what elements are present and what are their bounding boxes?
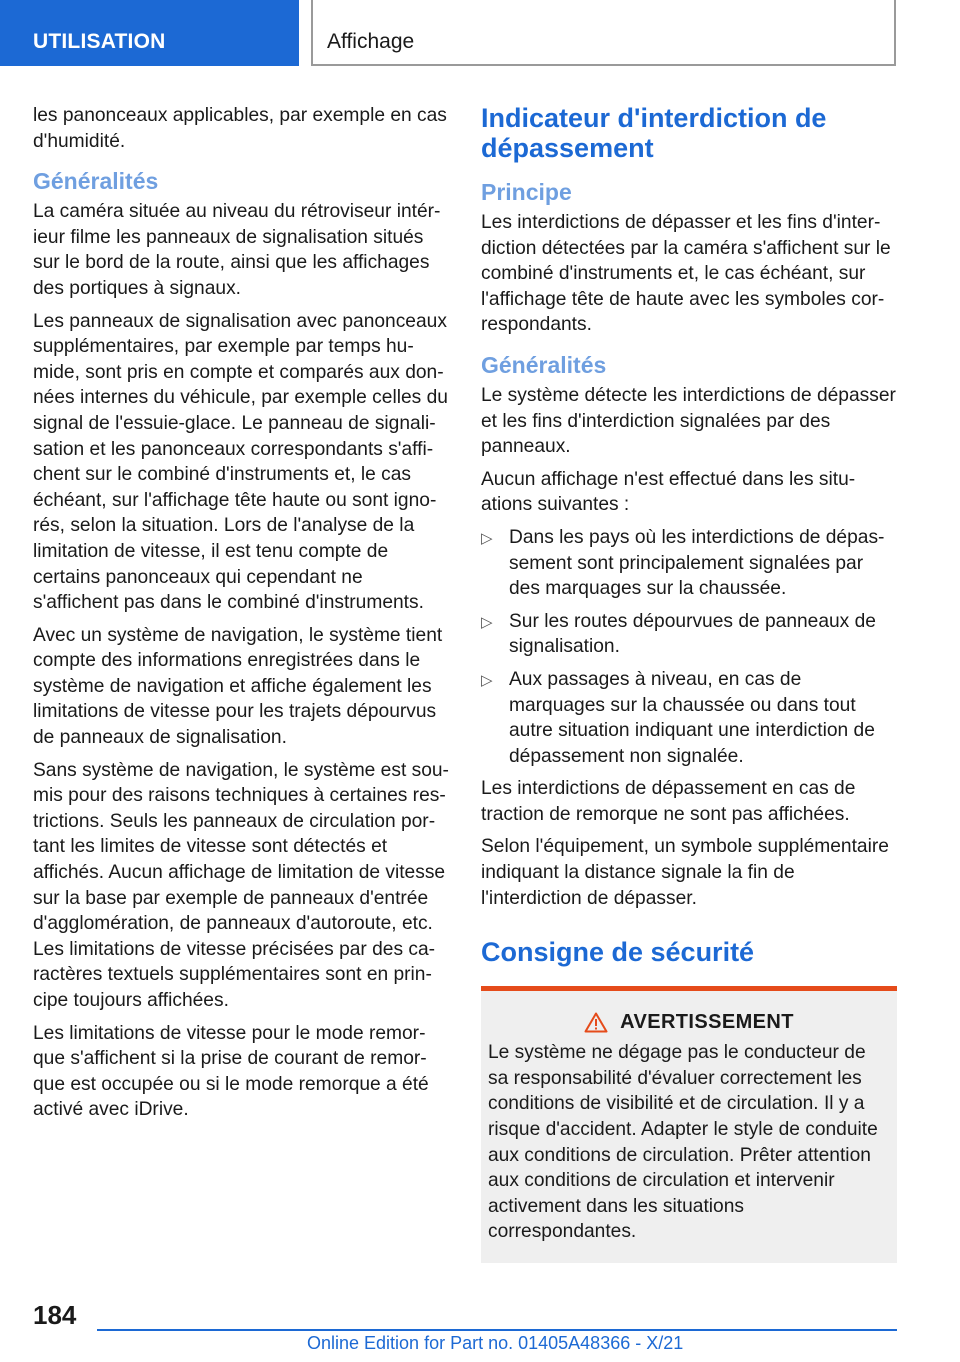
warning-label: AVERTISSEMENT bbox=[620, 1011, 794, 1034]
warning-text: Le système ne dégage pas le conducteur de sa responsabilité d'évaluer correctement les conditions de visibilité et de circulation. Il y a risque d'accident. Adapter le style de conduite aux conditions de circulation. Prêter attention aux conditions de circulation et intervenir activement dans les situations correspondantes. bbox=[488, 1042, 878, 1243]
body-paragraph: Avec un système de navigation, le système tient compte des informations enregistrées dans le système de navigation et affiche également les limitations de vitesse pour les trajets dépourvus de panneaux de signalisation. bbox=[33, 624, 443, 749]
footer-edition: Online Edition for Part no. 01405A48366 - X/21 bbox=[307, 1333, 684, 1353]
page-number: 184 bbox=[33, 1300, 77, 1330]
intro-paragraph: les panonceaux applicables, par exemple en cas d'humidité. bbox=[33, 105, 447, 152]
body-paragraph: Les interdictions de dépassement en cas de traction de remorque ne sont pas affichées. bbox=[481, 778, 856, 825]
general-heading-right: Généralités bbox=[481, 351, 607, 378]
body-paragraph: Selon l'équipement, un symbole supplémentaire indiquant la distance signale la fin de l'interdiction de dépasser. bbox=[481, 836, 889, 909]
body-paragraph: Aucun affichage n'est effectué dans les situations suivantes : bbox=[481, 468, 856, 516]
principle-paragraph: Les interdictions de dépasser et les fins d'interdiction détectées par la caméra s'affichent sur le combiné d'instruments et, le cas échéant, sur l'affichage tête de haute avec les symboles correspondants. bbox=[481, 212, 891, 336]
warning-box bbox=[481, 986, 897, 1263]
chapter-box bbox=[311, 0, 896, 66]
list-item: ▷ Aux passages à niveau, en cas de marquages sur la chaussée ou dans tout autre situation indiquant une interdiction de dépassement non signalée. bbox=[481, 668, 875, 767]
section-label: UTILISATION bbox=[33, 30, 166, 53]
general-heading-left: Généralités bbox=[33, 168, 159, 195]
section-title: Indicateur d'interdiction de dépassement bbox=[481, 103, 827, 163]
body-paragraph: La caméra située au niveau du rétroviseur intérieur filme les panneaux de signalisation situés sur le bord de la route, ainsi que les affichages des portiques à signaux. bbox=[33, 201, 441, 299]
bullet-triangle-icon: ▷ bbox=[481, 671, 493, 689]
safety-heading: Consigne de sécurité bbox=[481, 937, 755, 968]
warning-triangle-icon bbox=[584, 1012, 608, 1033]
list-item: ▷ Sur les routes dépourvues de panneaux de signalisation. bbox=[481, 610, 876, 658]
situations-list bbox=[481, 525, 897, 769]
section-tab bbox=[0, 0, 299, 66]
body-paragraph: Les limitations de vitesse pour le mode remorque s'affichent si la prise de courant de remorque est occupée ou si le mode remorque a été activé avec iDrive. bbox=[33, 1022, 429, 1121]
body-paragraph: Les panneaux de signalisation avec panonceaux supplémentaires, par exemple par temps humide, sont pris en compte et comparés aux données internes du véhicule, par exemple celles du signal de l'essuie-glace. Le panneau de signalisation et les panonceaux correspondants s'affichent sur le combiné d'instruments et, le cas échéant, sur l'affichage tête haute ou sont ignorés, selon la situation. Lors de l'analyse de la limitation de vitesse, il est tenu compte de certains panonceaux qui cependant ne s'affichent pas dans le combiné d'instruments. bbox=[33, 310, 448, 614]
footer-divider bbox=[97, 1329, 897, 1331]
chapter-label: Affichage bbox=[327, 30, 415, 53]
body-paragraph: Le système détecte les interdictions de dépasser et les fins d'interdiction signalées par des panneaux. bbox=[481, 384, 896, 458]
page-header bbox=[0, 0, 960, 66]
body-paragraph: Sans système de navigation, le système est soumis pour des raisons techniques à certaines restrictions. Seuls les panneaux de circulation portant les limites de vitesse sont détectés et affichés. Aucun affichage de limitation de vitesse sur la base par exemple de panneaux d'entrée d'agglomération, de panneaux d'autoroute, etc. Les limitations de vitesse précisées par des caractères textuels supplémentaires sont en principe toujours affichées. bbox=[33, 759, 449, 1011]
right-column bbox=[481, 103, 897, 1263]
principle-heading: Principe bbox=[481, 179, 572, 205]
bullet-triangle-icon: ▷ bbox=[481, 613, 493, 631]
warning-header bbox=[488, 1011, 890, 1034]
left-column bbox=[33, 103, 449, 1130]
list-item: ▷ Dans les pays où les interdictions de dépassement sont principalement signalées par des marquages sur la chaussée. bbox=[481, 526, 885, 600]
bullet-triangle-icon: ▷ bbox=[481, 529, 493, 547]
